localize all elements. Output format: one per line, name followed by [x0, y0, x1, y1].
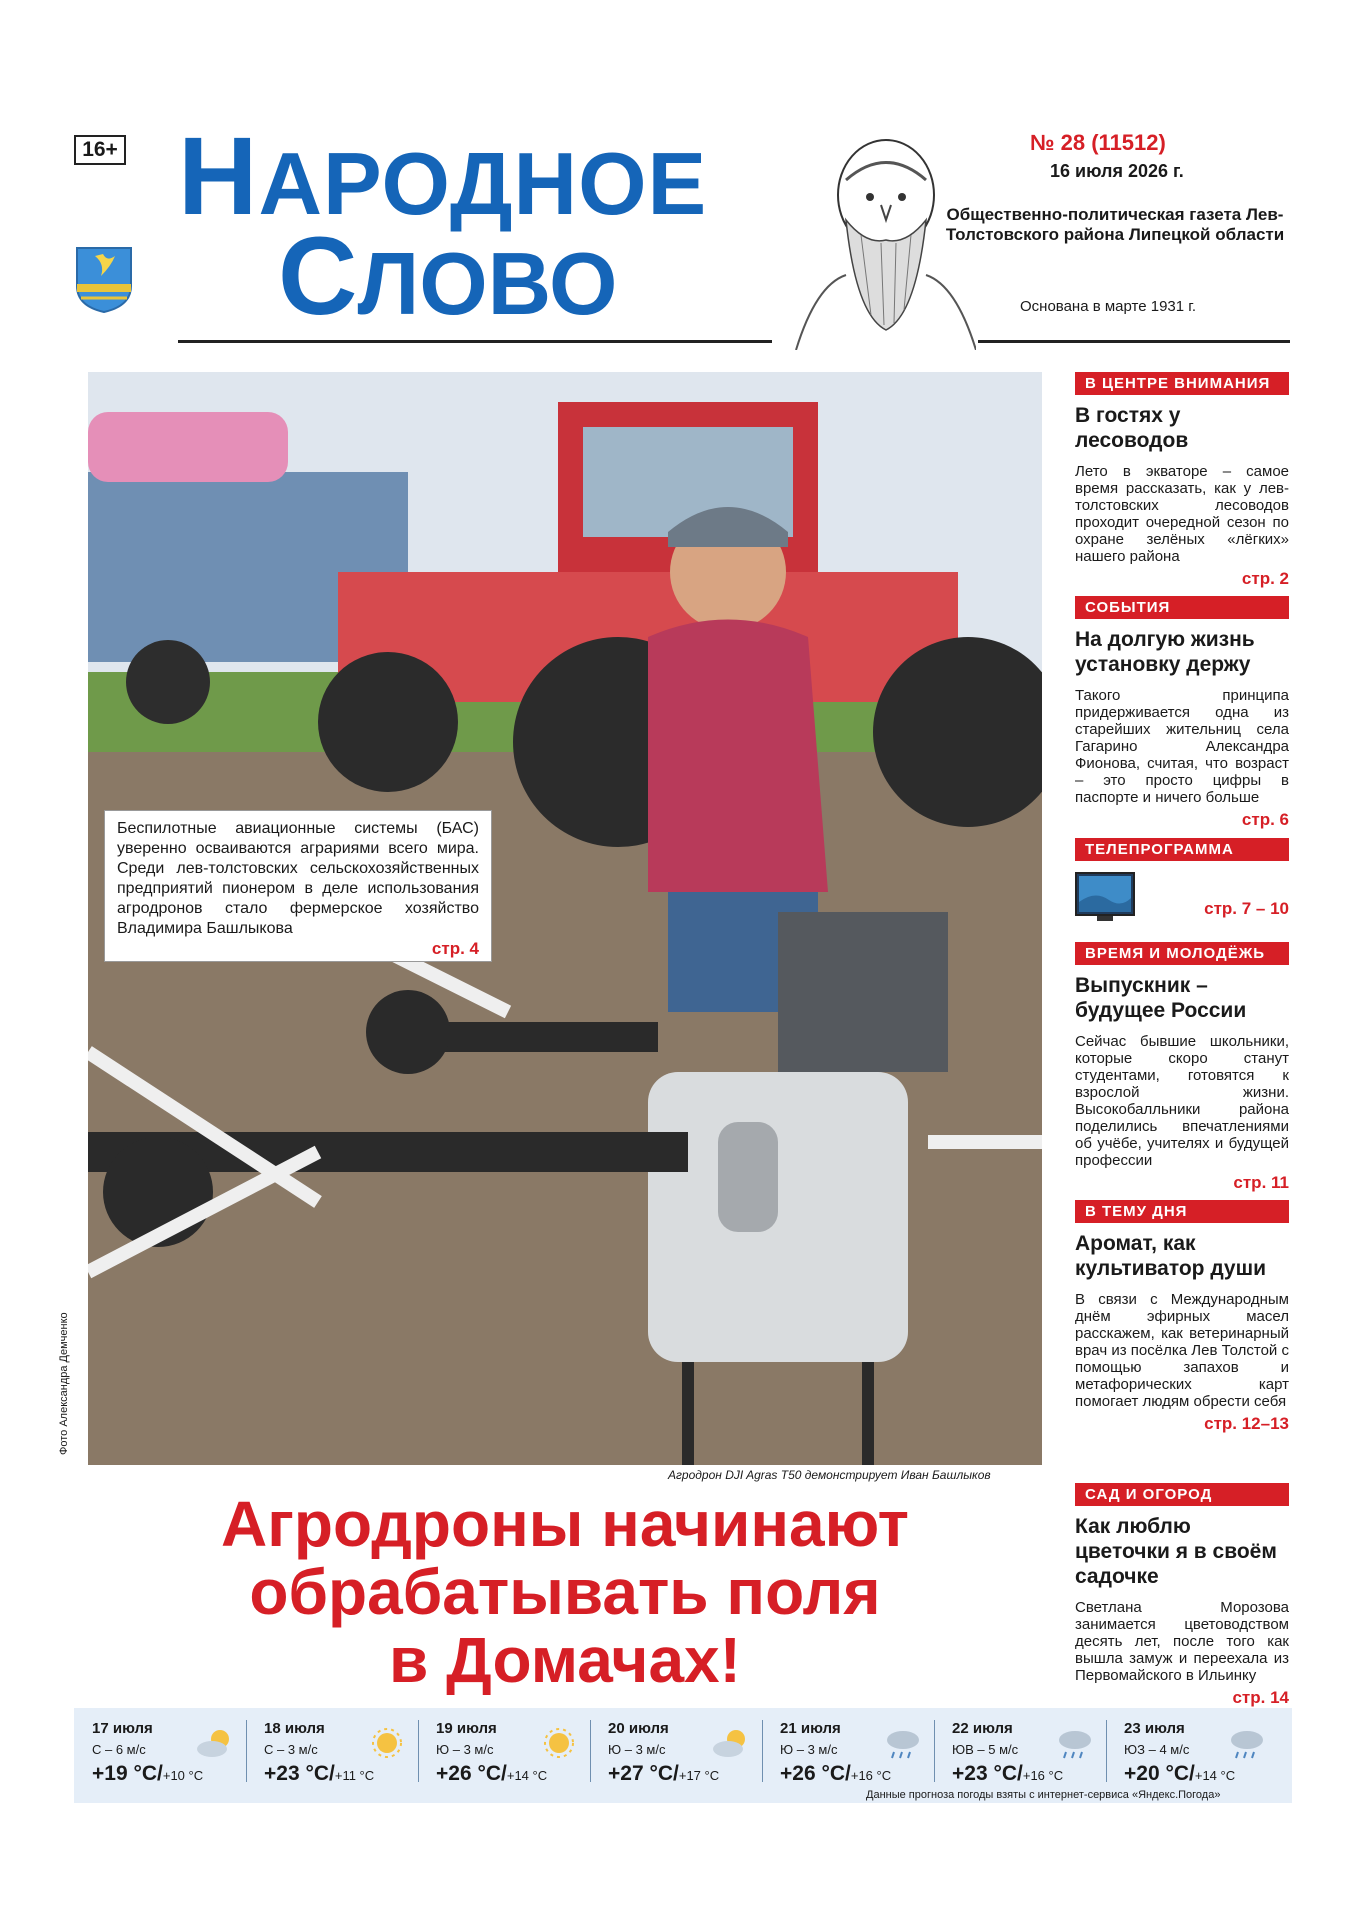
page-ref[interactable]: стр. 11 [1233, 1173, 1289, 1192]
weather-date: 23 июля [1124, 1720, 1185, 1737]
sidebar-item-events [1075, 596, 1289, 830]
newspaper-title-line1: НАРОДНОЕ [178, 115, 708, 238]
partly-cloudy-icon [194, 1726, 236, 1760]
masthead-rule-left [178, 340, 772, 343]
weather-wind: С – 6 м/с [92, 1742, 146, 1757]
sidebar-item-forestry [1075, 372, 1289, 589]
section-label: ВРЕМЯ И МОЛОДЁЖЬ [1075, 942, 1289, 965]
weather-wind: С – 3 м/с [264, 1742, 318, 1757]
photo-caption-box [104, 810, 492, 962]
weather-wind: Ю – 3 м/с [780, 1742, 838, 1757]
article-teaser: В связи с Международным днём эфирных масел расскажем, как ветеринарный врач из посёлка Лев Толстой с помощью запахов и метафорических карт помогает людям обрести себя [1075, 1291, 1289, 1410]
page-ref[interactable]: стр. 6 [1241, 810, 1289, 829]
section-label: ТЕЛЕПРОГРАММА [1075, 838, 1289, 861]
sidebar-item-aroma [1075, 1200, 1289, 1434]
sun-icon [366, 1726, 408, 1760]
section-label: В ЦЕНТРЕ ВНИМАНИЯ [1075, 372, 1289, 395]
coat-of-arms-icon [75, 246, 133, 314]
weather-temp: +20 °C/+14 °C [1124, 1762, 1236, 1785]
article-title[interactable]: Аромат, как культиватор души [1075, 1232, 1266, 1280]
weather-temp: +26 °C/+16 °C [780, 1762, 892, 1785]
photo-caption-text: Беспилотные авиационные системы (БАС) уверенно осваиваются аграриями всего мира. Среди лев-толстовских сельскохозяйственных предприятий пионером в деле использования агродронов стало фермерское хозяйство Владимира Башлыкова [117, 820, 479, 937]
sidebar-item-tv [1075, 838, 1289, 919]
section-label: САД И ОГОРОД [1075, 1483, 1289, 1506]
sidebar-item-garden [1075, 1483, 1289, 1708]
weather-temp: +26 °C/+14 °C [436, 1762, 548, 1785]
page-ref[interactable]: стр. 12–13 [1204, 1414, 1289, 1433]
weather-source-note: Данные прогноза погоды взяты с интернет-сервиса «Яндекс.Погода» [866, 1789, 1221, 1801]
sun-icon [538, 1726, 580, 1760]
weather-wind: ЮВ – 5 м/с [952, 1742, 1019, 1757]
weather-date: 17 июля [92, 1720, 153, 1737]
weather-date: 21 июля [780, 1720, 841, 1737]
article-title[interactable]: В гостях у лесоводов [1075, 404, 1189, 452]
weather-wind: Ю – 3 м/с [608, 1742, 666, 1757]
rain-icon [882, 1726, 924, 1760]
rain-icon [1054, 1726, 1096, 1760]
newspaper-title-line2: СЛОВО [278, 215, 618, 338]
article-teaser: Светлана Морозова занимается цветоводством десять лет, после того как вышла замуж и переехала из Первомайского в Ильинку [1075, 1599, 1289, 1684]
weather-temp: +23 °C/+11 °C [264, 1762, 375, 1785]
weather-day [74, 1708, 248, 1803]
weather-temp: +23 °C/+16 °C [952, 1762, 1064, 1785]
weather-date: 20 июля [608, 1720, 669, 1737]
sidebar-item-youth [1075, 942, 1289, 1193]
rain-icon [1226, 1726, 1268, 1760]
issue-number: № 28 (11512) [1030, 130, 1166, 155]
weather-date: 22 июля [952, 1720, 1013, 1737]
issue-date: 16 июля 2026 г. [1050, 161, 1184, 181]
weather-date: 18 июля [264, 1720, 325, 1737]
tv-icon [1075, 872, 1135, 924]
partly-cloudy-icon [710, 1726, 752, 1760]
article-title[interactable]: Выпускник – будущее России [1075, 974, 1247, 1022]
weather-day [590, 1708, 764, 1803]
photo-credit: Фото Александра Демченко [58, 1312, 70, 1455]
age-rating-badge: 16+ [74, 135, 126, 165]
weather-day [246, 1708, 420, 1803]
newspaper-description: Общественно-политическая газета Лев-Толстовского района Липецкой области [945, 205, 1285, 244]
article-title[interactable]: Как люблю цветочки я в своём садочке [1075, 1515, 1277, 1588]
article-teaser: Лето в экваторе – самое время рассказать, как у лев-толстовских лесоводов проходит очередной сезон по охране зелёных «лёгких» нашего района [1075, 463, 1289, 565]
page-ref[interactable]: стр. 7 – 10 [1204, 899, 1289, 918]
masthead-rule-right [978, 340, 1290, 343]
page-ref[interactable]: стр. 2 [1241, 569, 1289, 588]
article-teaser: Такого принципа придерживается одна из старейших жительниц села Гагарино Александра Фионова, считая, что возраст – это просто цифры в паспорте и ничего больше [1075, 687, 1289, 806]
main-headline: Агродроны начинают обрабатывать поля в Домачах! [221, 1488, 909, 1696]
weather-temp: +27 °C/+17 °C [608, 1762, 720, 1785]
weather-wind: Ю – 3 м/с [436, 1742, 494, 1757]
weather-temp: +19 °C/+10 °C [92, 1762, 204, 1785]
weather-date: 19 июля [436, 1720, 497, 1737]
weather-wind: ЮЗ – 4 м/с [1124, 1742, 1190, 1757]
photo-caption-page-ref[interactable]: стр. 4 [431, 939, 479, 958]
founded-note: Основана в марте 1931 г. [1020, 298, 1197, 315]
photo-caption: Агродрон DJI Agras T50 демонстрирует Иван Башлыков [668, 1468, 991, 1482]
article-teaser: Сейчас бывшие школьники, которые скоро станут студентами, готовятся к взрослой жизни. Высокобалльники района поделились впечатлениями об учёбе, учителях и будущей профессии [1075, 1033, 1289, 1169]
article-title[interactable]: На долгую жизнь установку держу [1075, 628, 1255, 676]
weather-day [418, 1708, 592, 1803]
section-label: В ТЕМУ ДНЯ [1075, 1200, 1289, 1223]
section-label: СОБЫТИЯ [1075, 596, 1289, 619]
page-ref[interactable]: стр. 14 [1232, 1688, 1289, 1707]
